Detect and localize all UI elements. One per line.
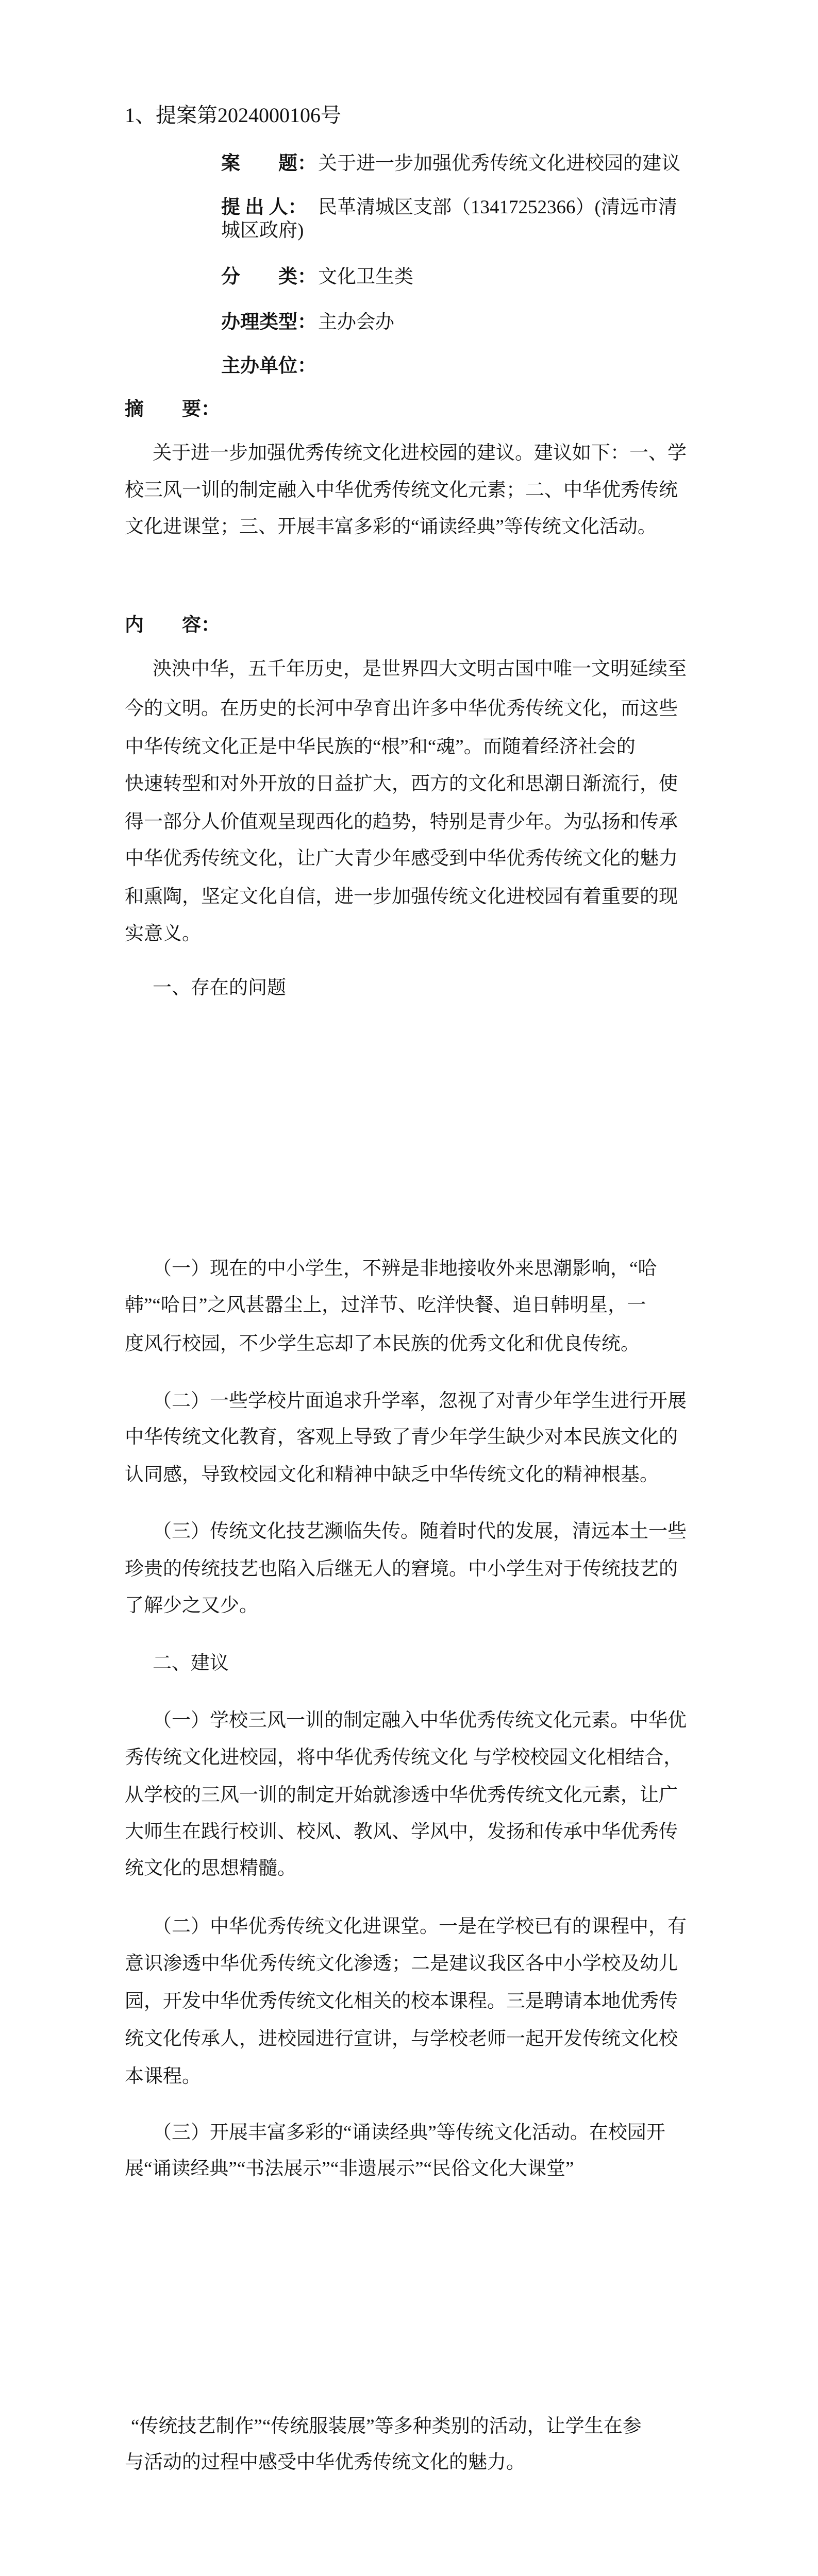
handling-type-label: 办理类型： xyxy=(221,312,316,333)
suggestion-paragraph-line: 意识渗透中华优秀传统文化渗透；二是建议我区各中小学校及幼儿 xyxy=(125,1953,678,1974)
problem-paragraph-line: 中华传统文化教育，客观上导致了青少年学生缺少对本民族文化的 xyxy=(125,1427,678,1448)
subject-label: 案 题： xyxy=(221,153,316,174)
lead-unit-label: 主办单位： xyxy=(221,355,316,377)
suggestion-paragraph-line: （一）学校三风一训的制定融入中华优秀传统文化元素。中华优 xyxy=(153,1710,687,1731)
abstract-line: 校三风一训的制定融入中华优秀传统文化元素；二、中华优秀传统 xyxy=(125,480,678,501)
problem-paragraph-line: （二）一些学校片面追求升学率，忽视了对青少年学生进行开展 xyxy=(153,1391,687,1412)
intro-line: 和熏陶，坚定文化自信，进一步加强传统文化进校园有着重要的现 xyxy=(125,886,678,907)
intro-line: 得一部分人价值观呈现西化的趋势，特别是青少年。为弘扬和传承 xyxy=(125,811,678,833)
suggestion-paragraph-line: 展“诵读经典”“书法展示”“非遗展示”“民俗文化大课堂” xyxy=(125,2158,574,2179)
problem-paragraph-line: 珍贵的传统技艺也陷入后继无人的窘境。中小学生对于传统技艺的 xyxy=(125,1558,678,1580)
intro-line: 中华优秀传统文化，让广大青少年感受到中华优秀传统文化的魅力 xyxy=(125,848,678,869)
category-label: 分 类： xyxy=(221,266,316,287)
suggestion-paragraph-line: 统文化的思想精髓。 xyxy=(125,1858,296,1879)
problem-paragraph-line: （一）现在的中小学生，不辨是非地接收外来思潮影响，“哈 xyxy=(153,1258,657,1279)
intro-line: 实意义。 xyxy=(125,923,201,944)
intro-line: 快速转型和对外开放的日益扩大，西方的文化和思潮日渐流行，使 xyxy=(125,773,678,794)
content-label: 内 容： xyxy=(125,615,220,636)
problem-paragraph-line: （三）传统文化技艺濒临失传。随着时代的发展，清远本土一些 xyxy=(153,1521,687,1542)
suggestion-paragraph-line: （三）开展丰富多彩的“诵读经典”等传统文化活动。在校园开 xyxy=(153,2122,665,2143)
suggestion-paragraph-line: 秀传统文化进校园，将中华优秀传统文化 与学校校园文化相结合， xyxy=(125,1747,683,1768)
proposer-value: 城区政府) xyxy=(221,220,304,241)
problem-paragraph-line: 度风行校园，不少学生忘却了本民族的优秀文化和优良传统。 xyxy=(125,1333,640,1354)
problem-paragraph-line: 认同感，导致校园文化和精神中缺乏中华传统文化的精神根基。 xyxy=(125,1464,659,1485)
suggestion-paragraph-line: 本课程。 xyxy=(125,2066,201,2087)
suggestion-paragraph-line: 从学校的三风一训的制定开始就渗透中华优秀传统文化元素，让广 xyxy=(125,1785,678,1806)
problem-paragraph-line: 韩”“哈日”之风甚嚣尘上，过洋节、吃洋快餐、追日韩明星，一 xyxy=(125,1295,646,1316)
proposer-value: 民革清城区支部（13417252366）(清远市清 xyxy=(318,197,677,218)
suggestion-paragraph-line: 园，开发中华优秀传统文化相关的校本课程。三是聘请本地优秀传 xyxy=(125,1991,678,2012)
intro-line: 中华传统文化正是中华民族的“根”和“魂”。而随着经济社会的 xyxy=(125,736,636,757)
proposer-label: 提 出 人： xyxy=(221,197,307,218)
abstract-line: 文化进课堂；三、开展丰富多彩的“诵读经典”等传统文化活动。 xyxy=(125,516,657,537)
abstract-label: 摘 要： xyxy=(125,399,220,420)
problem-paragraph-line: 了解少之又少。 xyxy=(125,1595,258,1616)
proposal-number-title: 1、提案第2024000106号 xyxy=(125,104,341,127)
suggestion-paragraph-line: 与活动的过程中感受中华优秀传统文化的魅力。 xyxy=(125,2452,525,2473)
suggestion-paragraph-line: “传统技艺制作”“传统服装展”等多种类别的活动，让学生在参 xyxy=(131,2416,642,2437)
subject-value: 关于进一步加强优秀传统文化进校园的建议 xyxy=(318,153,680,174)
intro-line: 今的文明。在历史的长河中孕育出许多中华优秀传统文化，而这些 xyxy=(125,698,678,719)
intro-line: 泱泱中华，五千年历史，是世界四大文明古国中唯一文明延续至 xyxy=(153,658,687,680)
suggestion-paragraph-line: （二）中华优秀传统文化进课堂。一是在学校已有的课程中，有 xyxy=(153,1916,687,1937)
section-heading-suggestions: 二、建议 xyxy=(153,1653,229,1674)
suggestion-paragraph-line: 大师生在践行校训、校风、教风、学风中，发扬和传承中华优秀传 xyxy=(125,1821,678,1842)
section-heading-problems: 一、存在的问题 xyxy=(153,977,286,998)
suggestion-paragraph-line: 统文化传承人，进校园进行宣讲，与学校老师一起开发传统文化校 xyxy=(125,2028,678,2049)
abstract-line: 关于进一步加强优秀传统文化进校园的建议。建议如下：一、学 xyxy=(153,443,687,464)
handling-type-value: 主办会办 xyxy=(318,312,394,333)
category-value: 文化卫生类 xyxy=(318,266,413,287)
